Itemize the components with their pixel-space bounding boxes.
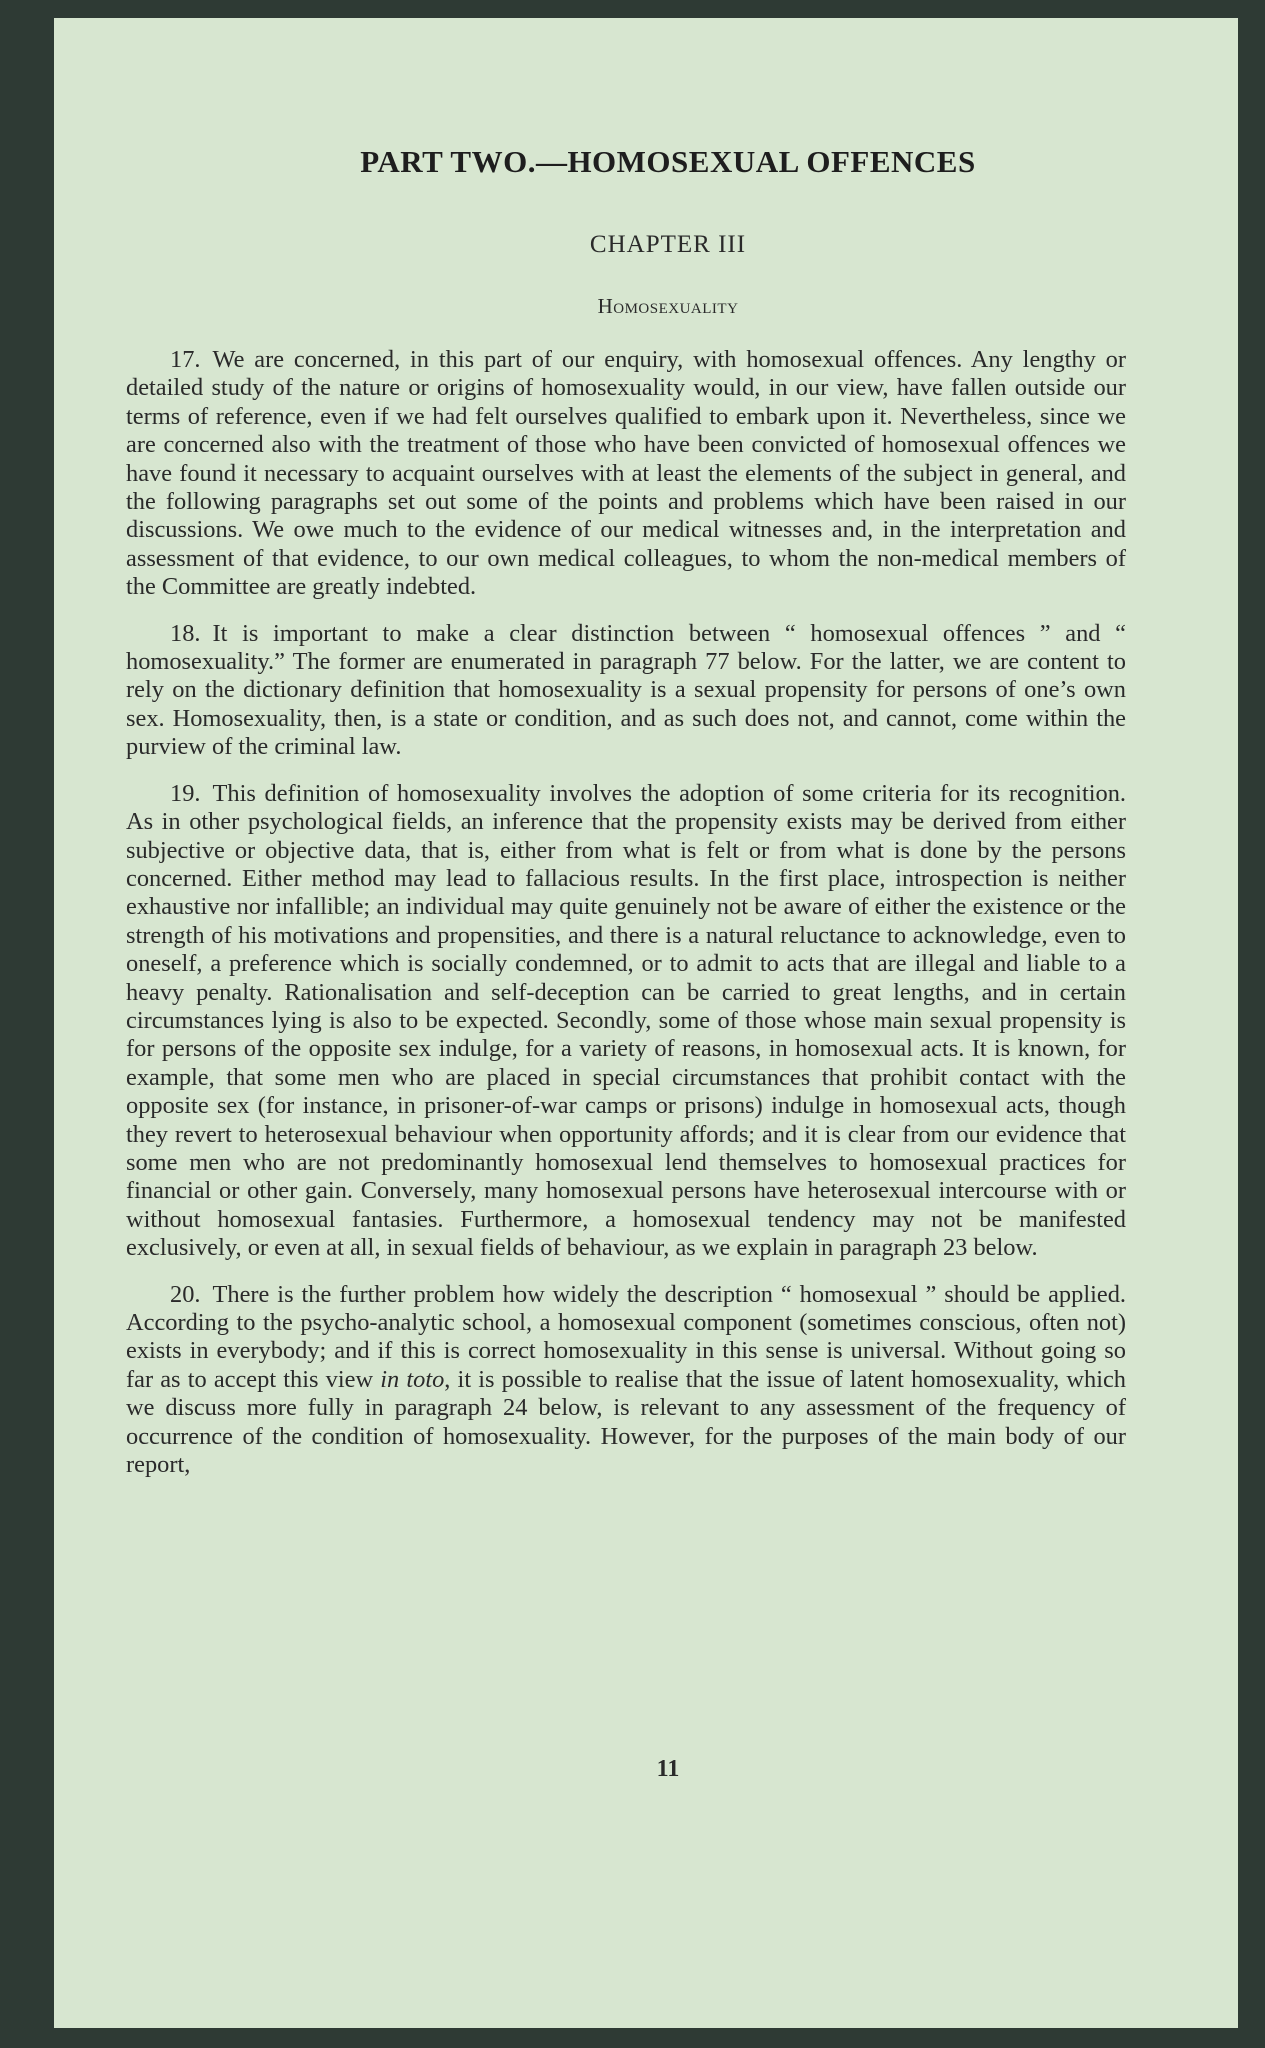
paragraph-20: [126, 1281, 1126, 1480]
page-number: 11: [656, 1756, 680, 1782]
paragraph-19: [126, 780, 1126, 1263]
paragraph-number: 19.: [170, 779, 201, 807]
paragraph-text: We are concerned, in this part of our enquiry, with homosexual offences. Any lengthy or detailed study of the nature or origins of homosexuality would, in our view, have fallen outside our terms of reference, even if we had felt ourselves qualified to embark upon it. Nevertheless, since we are concerned also with the treatment of those who have been convicted of homosexual offences we have found it necessary to acquaint ourselves with at least the elements of the subject in general, and the following paragraphs set out some of the points and problems which have been raised in our discussions. We owe much to the evidence of our medical witnesses and, in the interpretation and assessment of that evidence, to our own medical colleagues, to whom the non-medical members of the Committee are greatly indebted.: [126, 346, 1126, 601]
paragraph-18: [126, 620, 1126, 762]
paragraph-text: There is the further problem how widely the description “ homosexual ” should be applied. According to the psycho-analytic school, a homosexual component (sometimes conscious, often not) exists in everybody; and if this is correct homosexuality in this sense is universal. Without going so far as to accept this view: [126, 1280, 1126, 1393]
section-heading: Homosexuality: [597, 294, 739, 318]
paragraph-text: It is important to make a clear distinction between “ homosexual offences ” and “ homosexuality.” The former are enumerated in paragraph 77 below. For the latter, we are content to rely on the dictionary definition that homosexuality is a sexual propensity for persons of one’s own sex. Homosexuality, then, is a state or condition, and as such does not, and cannot, come within the purview of the criminal law.: [126, 619, 1126, 761]
paragraph-text: This definition of homosexuality involves the adoption of some criteria for its recognition. As in other psychological fields, an inference that the propensity exists may be derived from either subjective or objective data, that is, either from what is felt or from what is done by the persons concerned. Either method may lead to fallacious results. In the first place, introspection is neither exhaustive nor infallible; an individual may quite genuinely not be aware of either the existence or the strength of his motivations and propensities, and there is a natural reluctance to acknowledge, even to oneself, a preference which is socially condemned, or to admit to acts that are illegal and liable to a heavy penalty. Rationalisation and self-deception can be carried to great lengths, and in certain circumstances lying is also to be expected. Secondly, some of those whose main sexual propensity is for persons of the opposite sex indulge, for a variety of reasons, in homosexual acts. It is known, for example, that some men who are placed in special circumstances that prohibit contact with the opposite sex (for instance, in prisoner-of-war camps or prisons) indulge in homosexual acts, though they revert to heterosexual behaviour when opportunity affords; and it is clear from our evidence that some men who are not predominantly homosexual lend themselves to homosexual practices for financial or other gain. Conversely, many homosexual persons have heterosexual intercourse with or without homosexual fantasies. Furthermore, a homosexual tendency may not be manifested exclusively, or even at all, in sexual fields of behaviour, as we explain in paragraph 23 below.: [126, 779, 1126, 1262]
paragraph-number: 20.: [170, 1280, 201, 1308]
paragraph-17: [126, 346, 1126, 602]
body-text: [126, 346, 1126, 1497]
part-title: PART TWO.—HOMOSEXUAL OFFENCES: [360, 144, 976, 179]
paragraph-number: 17.: [170, 346, 201, 373]
paragraph-number: 18.: [170, 619, 201, 647]
chapter-heading: CHAPTER III: [589, 231, 747, 258]
italic-phrase: in toto: [380, 1365, 445, 1393]
paragraph-text-continued: , it is possible to realise that the issue of latent homosexuality, which we discuss more fully in paragraph 24 below, is relevant to any assessment of the frequency of occurrence of the condition of homosexuality. However, for the purposes of the main body of our report,: [126, 1365, 1127, 1479]
document-page: [54, 18, 1238, 2028]
